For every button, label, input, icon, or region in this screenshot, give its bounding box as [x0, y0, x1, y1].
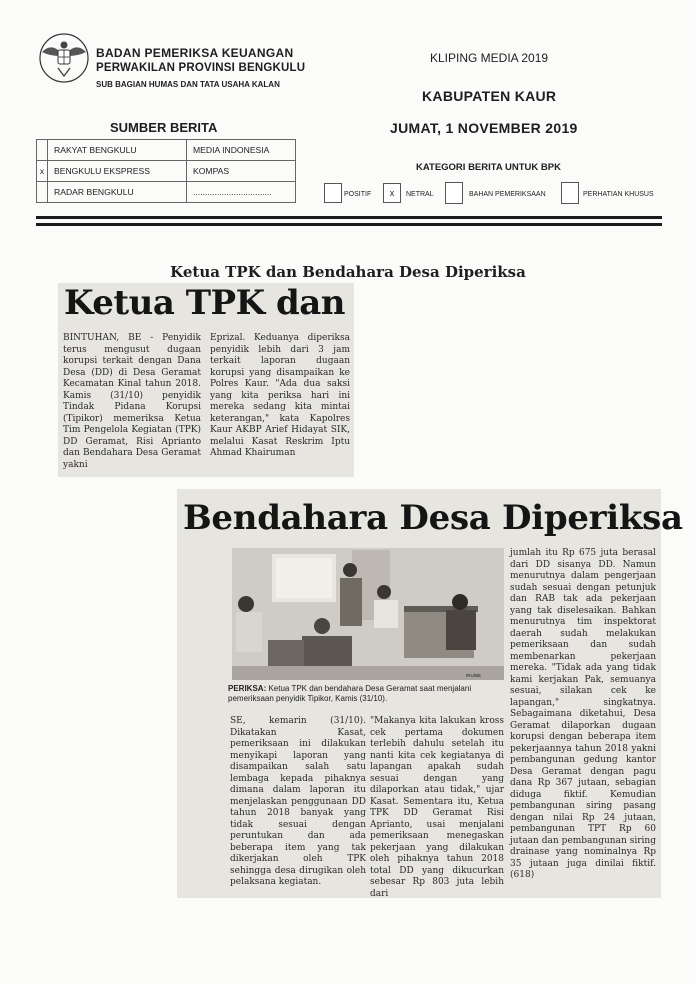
photo-caption: [228, 684, 508, 704]
news-headline: Ketua TPK dan Bendahara Desa Diperiksa: [170, 263, 526, 281]
clipping-2-column-2: "Makanya kita lakukan kross cek pertama dokumen terlebih dahulu setelah itu nanti kita cek kegiatanya di lapangan apakah sudah sesuai dengan yang dilaporkan atau tidak," ujar Kasat. Sementara itu, Ketua TPK DD Geramat Risi Aprianto, usai menjalani pemeriksaan menegaskan pekerjaan yang dilakukan oleh pihaknya tahun 2018 total DD yang dikucurkan sebesar Rp 803 juta lebih dari: [370, 716, 504, 899]
divider-rule: [36, 223, 662, 226]
region-label: KABUPATEN KAUR: [422, 88, 557, 104]
kategori-title: KATEGORI BERITA UNTUK BPK: [416, 162, 561, 173]
clipping-1-column-1: BINTUHAN, BE - Penyidik terus mengusut dugaan korupsi terkait dengan Dana Desa (DD) di Desa Geramat Kecamatan Kinal tahun 2018. Kamis (31/10) penyidik Tindak Pidana Korupsi (Tipikor) memeriksa Ketua Tim Pengelola Kegiatan (TPK) DD Geramat, Risi Aprianto dan Bendahara Desa Geramat yakni: [63, 333, 201, 470]
caption-text: Ketua TPK dan bendahara Desa Geramat saat menjalani pemeriksaan penyidik Tipikor, Kamis (31/10).: [228, 684, 472, 703]
source-name: RAKYAT BENGKULU: [48, 140, 187, 161]
clipping-2-column-1: SE, kemarin (31/10). Dikatakan Kasat, pemeriksaan ini dilakukan menyikapi laporan yang disampaikan salah satu lembaga kepada pihaknya dimana dalam laporan itu menjelaskan penggunaan DD tahun 2018 banyak yang tidak sesuai dengan peruntukan dan ada beberapa item yang tak dikerjakan oleh TPK sehingga desa dirugikan oleh pelaksana kegiatan.: [230, 716, 366, 887]
clipping-1-title: Ketua TPK dan: [64, 283, 346, 323]
kategori-checkbox-positif[interactable]: [324, 183, 342, 203]
garuda-logo-icon: [36, 30, 92, 86]
photo-credit: IRU/BE: [466, 673, 482, 678]
clipping-2-title: Bendahara Desa Diperiksa: [183, 498, 683, 538]
source-name: BENGKULU EKSPRESS: [48, 161, 187, 182]
kliping-label: KLIPING MEDIA 2019: [430, 51, 549, 65]
table-row: [37, 140, 296, 161]
caption-label: PERIKSA:: [228, 684, 267, 693]
source-name: RADAR BENGKULU: [48, 182, 187, 203]
org-name: BADAN PEMERIKSA KEUANGAN: [96, 46, 294, 60]
source-mark: [37, 140, 48, 161]
source-name: MEDIA INDONESIA: [187, 140, 296, 161]
source-mark: x: [37, 161, 48, 182]
org-division: SUB BAGIAN HUMAS DAN TATA USAHA KALAN: [96, 80, 280, 89]
date-label: JUMAT, 1 NOVEMBER 2019: [390, 120, 578, 136]
kategori-label-positif: POSITIF: [344, 191, 372, 198]
sumber-berita-table: [36, 139, 296, 203]
clipping-2-column-3: jumlah itu Rp 675 juta berasal dari DD sisanya DD. Namun menurutnya dalam pengerjaan sudah sesuai dengan petunjuk dan RAB tak ada pekerjaan yang tak diselesaikan. Bahkan menurutnya tim inspektorat daerah sudah melakukan pemeriksaan dan sudah membenarkan pekerjaan mereka. "Tidak ada yang tidak kami kerjakan Pak, semuanya sesuai, silakan cek ke lapangan," singkatnya. Sebagaimana diketahui, Desa Geramat dilaporkan dugaan korupsi dengan beberapa item pekerjaannya tahun 2018 yakni pembangunan gedung kantor Desa Geramat dengan pagu dana Rp 367 jutaan, sebagian diduga fiktif. Kemudian pembangunan siring pasang dengan nilai Rp 24 jutaan, pembangunan TPT Rp 60 jutaan dan pembangunan siring drainase yang nominalnya Rp 35 jutaan juga dinilai fiktif. (618): [510, 548, 656, 880]
kategori-checkbox-perhatian-khusus[interactable]: [561, 182, 579, 204]
table-row: [37, 182, 296, 203]
table-row: [37, 161, 296, 182]
source-mark: [37, 182, 48, 203]
kategori-checkbox-netral[interactable]: x: [383, 183, 401, 203]
kategori-checkbox-bahan-pemeriksaan[interactable]: [445, 182, 463, 204]
news-photo: [232, 548, 504, 680]
source-name: .................................: [187, 182, 296, 203]
source-name: KOMPAS: [187, 161, 296, 182]
kategori-label-perhatian-khusus: PERHATIAN KHUSUS: [583, 191, 654, 198]
divider-rule: [36, 216, 662, 219]
org-branch: PERWAKILAN PROVINSI BENGKULU: [96, 62, 306, 74]
kategori-label-bahan-pemeriksaan: BAHAN PEMERIKSAAN: [469, 191, 546, 198]
sumber-berita-title: SUMBER BERITA: [110, 120, 218, 135]
clipping-1-column-2: Eprizal. Keduanya diperiksa penyidik lebih dari 3 jam terkait laporan dugaan korupsi yang disampaikan ke Polres Kaur. "Ada dua saksi yang kita periksa hari ini mereka sedang kita mintai keterangan," kata Kapolres Kaur AKBP Arief Hidayat SIK, melalui Kasat Reskrim Iptu Ahmad Khairuman: [210, 333, 350, 458]
kategori-label-netral: NETRAL: [406, 191, 434, 198]
